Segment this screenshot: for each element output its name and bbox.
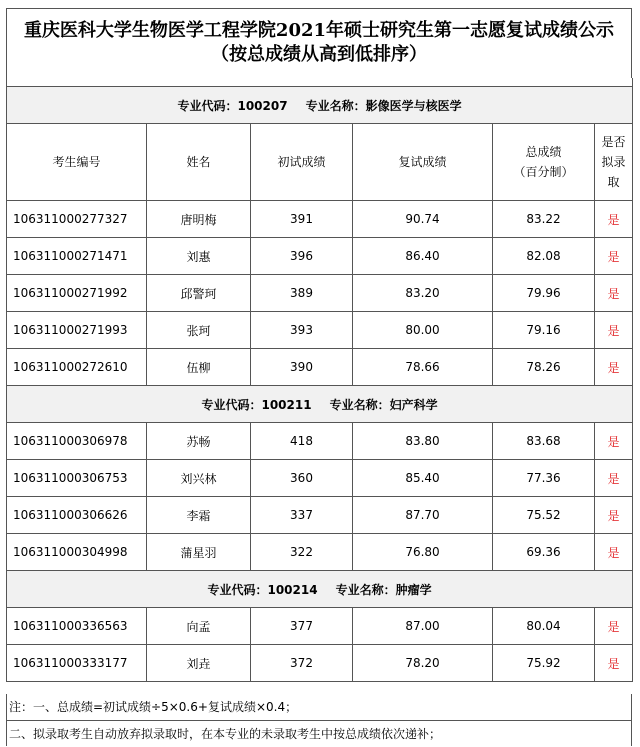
cell-admit: 是: [595, 275, 633, 312]
header-admit-line2: 拟录: [601, 155, 626, 169]
table-row: [7, 201, 633, 238]
cell-admit: 是: [595, 238, 633, 275]
cell-admit: 是: [595, 423, 633, 460]
cell-name: 刘垚: [147, 645, 251, 682]
major-name: 专业名称：肿瘤学: [335, 582, 432, 597]
cell-total: 75.52: [493, 497, 595, 534]
header-retest: 复试成绩: [353, 124, 493, 201]
header-name: 姓名: [147, 124, 251, 201]
major-code: 专业代码：100211: [201, 397, 312, 412]
cell-admit: 是: [595, 645, 633, 682]
table-row: [7, 275, 633, 312]
cell-exam-id: 106311000306753: [7, 460, 147, 497]
table-row: [7, 238, 633, 275]
table-row: [7, 497, 633, 534]
cell-total: 75.92: [493, 645, 595, 682]
cell-retest: 85.40: [353, 460, 493, 497]
cell-prelim: 322: [251, 534, 353, 571]
cell-exam-id: 106311000306626: [7, 497, 147, 534]
cell-retest: 90.74: [353, 201, 493, 238]
cell-total: 83.22: [493, 201, 595, 238]
table-row: [7, 423, 633, 460]
table-row: [7, 608, 633, 645]
header-admit-line3: 取: [607, 175, 620, 189]
table-row: [7, 534, 633, 571]
cell-total: 77.36: [493, 460, 595, 497]
cell-exam-id: 106311000277327: [7, 201, 147, 238]
cell-exam-id: 106311000271992: [7, 275, 147, 312]
cell-name: 刘兴林: [147, 460, 251, 497]
results-table: [6, 78, 633, 682]
cell-exam-id: 106311000336563: [7, 608, 147, 645]
table-spacer: [7, 78, 633, 87]
cell-exam-id: 106311000271471: [7, 238, 147, 275]
notes: [6, 694, 632, 746]
cell-prelim: 390: [251, 349, 353, 386]
note-line: 二、拟录取考生自动放弃拟录取时，在本专业的未录取考生中按总成绩依次递补；: [7, 720, 631, 747]
cell-prelim: 391: [251, 201, 353, 238]
cell-prelim: 372: [251, 645, 353, 682]
cell-name: 唐明梅: [147, 201, 251, 238]
cell-total: 83.68: [493, 423, 595, 460]
cell-retest: 86.40: [353, 238, 493, 275]
cell-name: 蒲星羽: [147, 534, 251, 571]
table-row: [7, 349, 633, 386]
major-header: [7, 571, 633, 608]
header-total-line2: （百分制）: [513, 165, 574, 179]
table-row: [7, 645, 633, 682]
cell-total: 79.16: [493, 312, 595, 349]
cell-admit: 是: [595, 497, 633, 534]
cell-retest: 87.00: [353, 608, 493, 645]
major-name: 专业名称：影像医学与核医学: [305, 98, 462, 113]
major-header: [7, 386, 633, 423]
column-header-row: [7, 124, 633, 201]
cell-name: 苏畅: [147, 423, 251, 460]
cell-retest: 78.20: [353, 645, 493, 682]
cell-retest: 87.70: [353, 497, 493, 534]
cell-prelim: 393: [251, 312, 353, 349]
title-block: [6, 8, 632, 78]
cell-total: 69.36: [493, 534, 595, 571]
header-exam-id: 考生编号: [7, 124, 147, 201]
cell-retest: 83.80: [353, 423, 493, 460]
cell-admit: 是: [595, 201, 633, 238]
cell-retest: 83.20: [353, 275, 493, 312]
major-name: 专业名称：妇产科学: [329, 397, 438, 412]
cell-name: 邱警珂: [147, 275, 251, 312]
cell-prelim: 389: [251, 275, 353, 312]
cell-name: 张珂: [147, 312, 251, 349]
table-row: [7, 312, 633, 349]
cell-total: 82.08: [493, 238, 595, 275]
header-total-line1: 总成绩: [525, 145, 562, 159]
cell-name: 向孟: [147, 608, 251, 645]
cell-name: 伍柳: [147, 349, 251, 386]
cell-admit: 是: [595, 349, 633, 386]
cell-prelim: 418: [251, 423, 353, 460]
note-line: 注：一、总成绩=初试成绩÷5×0.6+复试成绩×0.4；: [9, 700, 298, 714]
cell-admit: 是: [595, 460, 633, 497]
page-title: 重庆医科大学生物医学工程学院2021年硕士研究生第一志愿复试成绩公示: [23, 20, 615, 41]
cell-prelim: 360: [251, 460, 353, 497]
header-admit: [595, 124, 633, 201]
cell-exam-id: 106311000306978: [7, 423, 147, 460]
cell-retest: 76.80: [353, 534, 493, 571]
table-row: [7, 460, 633, 497]
cell-prelim: 337: [251, 497, 353, 534]
cell-prelim: 396: [251, 238, 353, 275]
cell-prelim: 377: [251, 608, 353, 645]
cell-exam-id: 106311000304998: [7, 534, 147, 571]
cell-total: 79.96: [493, 275, 595, 312]
cell-total: 78.26: [493, 349, 595, 386]
cell-exam-id: 106311000333177: [7, 645, 147, 682]
header-prelim: 初试成绩: [251, 124, 353, 201]
cell-admit: 是: [595, 608, 633, 645]
cell-name: 李霜: [147, 497, 251, 534]
header-admit-line1: 是否: [601, 135, 626, 149]
major-code: 专业代码：100214: [207, 582, 318, 597]
page-subtitle: （按总成绩从高到低排序）: [211, 44, 427, 65]
cell-name: 刘惠: [147, 238, 251, 275]
cell-total: 80.04: [493, 608, 595, 645]
cell-admit: 是: [595, 312, 633, 349]
cell-admit: 是: [595, 534, 633, 571]
cell-retest: 78.66: [353, 349, 493, 386]
major-code: 专业代码：100207: [177, 98, 288, 113]
major-header: [7, 87, 633, 124]
header-total: [493, 124, 595, 201]
cell-retest: 80.00: [353, 312, 493, 349]
cell-exam-id: 106311000271993: [7, 312, 147, 349]
cell-exam-id: 106311000272610: [7, 349, 147, 386]
